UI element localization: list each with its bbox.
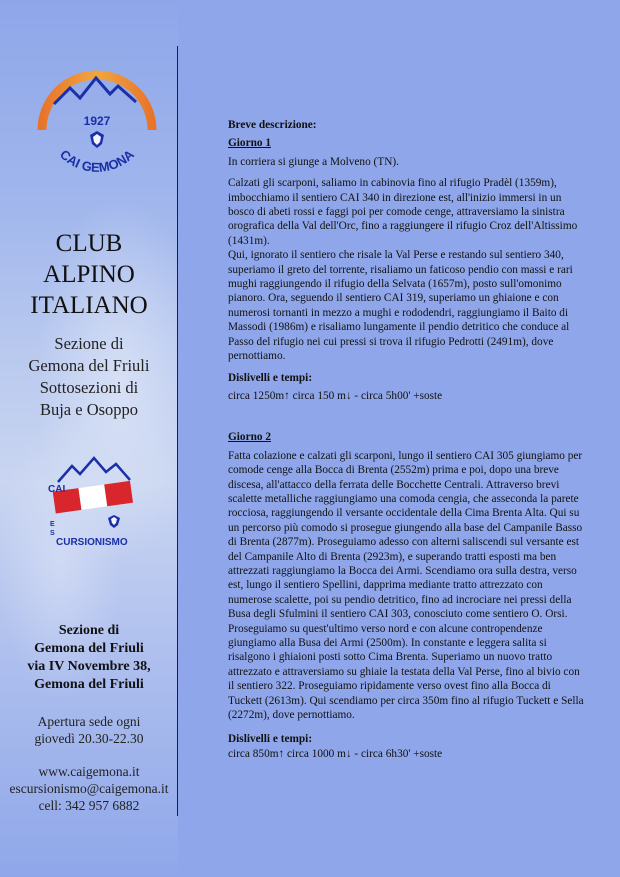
address-line: Gemona del Friuli bbox=[34, 641, 144, 656]
logo-year: 1927 bbox=[83, 114, 111, 128]
description-heading: Breve descrizione: bbox=[228, 119, 317, 131]
address-line: via IV Novembre 38, bbox=[27, 659, 151, 674]
hours-line: Apertura sede ogni bbox=[37, 714, 141, 729]
esc-logo-cai: CAI bbox=[48, 484, 66, 495]
day2-title: Giorno 2 bbox=[228, 431, 271, 444]
day2-stats: circa 850m↑ circa 1000 m↓ - circa 6h30' +soste bbox=[228, 747, 443, 760]
esc-logo-text: CURSIONISMO bbox=[56, 537, 128, 548]
club-title bbox=[0, 228, 178, 321]
section-line: Sottosezioni di bbox=[39, 378, 139, 397]
logo-name: CAI GEMONA bbox=[57, 146, 137, 172]
section-line: Gemona del Friuli bbox=[28, 356, 150, 375]
opening-hours bbox=[0, 713, 178, 747]
section-line: Sezione di bbox=[54, 334, 124, 353]
address bbox=[0, 622, 178, 694]
main-content bbox=[228, 118, 584, 768]
escursionismo-logo bbox=[44, 456, 140, 552]
contacts bbox=[0, 763, 178, 814]
day1-stats: circa 1250m↑ circa 150 m↓ - circa 5h00' +soste bbox=[228, 389, 443, 402]
section-description bbox=[0, 333, 178, 421]
email-link[interactable]: escursionismo@caigemona.it bbox=[9, 781, 169, 796]
sidebar bbox=[0, 0, 178, 877]
vertical-divider bbox=[177, 46, 178, 816]
esc-logo-s: S bbox=[50, 530, 55, 537]
address-line: Gemona del Friuli bbox=[34, 677, 144, 692]
day1-paragraph: Qui, ignorato il sentiero che risale la Val Perse e restando sul sentiero 340, superiamo il greto del torrente, risaliamo un faticoso pendio con massi e rari mughi raggiungendo il rifugio della Selvata (1657m), posto sull'omonimo pianoro. Ora, seguendo il sentiero CAI 319, superiamo un ghiaione e con numerosi tornanti in mezzo a mughi e rododendri, raggiungiamo il Baito di Massodi (1986m) e risaliamo lungamente il pendio detritico che conduce al Passo del rifugio nei cui pressi si trova il rifugio Pedrotti (2491m), dove pernottiamo. bbox=[228, 249, 573, 363]
club-title-line: ITALIANO bbox=[30, 292, 148, 319]
section-line: Buja e Osoppo bbox=[39, 400, 139, 419]
address-line: Sezione di bbox=[58, 623, 120, 638]
day1-stats-label: Dislivelli e tempi: bbox=[228, 371, 313, 384]
phone-number: cell: 342 957 6882 bbox=[38, 798, 140, 813]
cai-gemona-logo bbox=[26, 52, 166, 172]
day1-title: Giorno 1 bbox=[228, 137, 271, 150]
website-link[interactable]: www.caigemona.it bbox=[38, 764, 140, 779]
esc-logo-e: E bbox=[50, 521, 55, 528]
club-title-line: CLUB bbox=[55, 230, 123, 257]
day1-paragraph: In corriera si giunge a Molveno (TN). bbox=[228, 155, 399, 168]
hours-line: giovedì 20.30-22.30 bbox=[34, 731, 144, 746]
day2-paragraph: Fatta colazione e calzati gli scarponi, lungo il sentiero CAI 305 giungiamo per comode cenge alla Bocca di Brenta (2552m) prima e poi, dopo una breve discesa, all'attacco della ferrata delle Bocchette Centrali. Attraverso brevi scalette metalliche raggiungiamo una comoda cengia, che asseconda la parete rocciosa, raggiungendo il versante occidentale della Cima Brenta Alta. Qui su un percorso più comodo si prosegue giungendo alla base del Campanile Basso di Brenta (2877m). Proseguiamo adesso con alterni saliscendi sul versante est del Campanile Alto di Brenta (2923m), e superando tratti esposti ma ben attrezzati raggiungiamo la Bocca dei Armi. Scendiamo ora sulla destra, verso est, lungo il sentiero Spellini, dapprima mediante tratto attrezzato con numerose scalette, poi su pendio detritico, fino ad incrociare nei pressi della Busa degli Sfulmini il sentiero CAI 303, conosciuto come sentiero O. Orsi. Proseguiamo su quest'ultimo verso nord e con alcune contropendenze giungiamo alla Busa dei Armi (2500m). In constante e leggera salita si risalgono i ghiaioni posti sotto Cima Brenta. Superiamo un nuovo tratto attrezzato e attraversiamo su ghiaie la testata della Val Perse, fino al bivio con il sentiero 322. Proseguiamo ripidamente verso ovest fino alla Bocca di Tuckett (2613m). Qui scendiamo per circa 350m fino al rifugio Tuckett e Sella (2272m), dove pernottiamo. bbox=[228, 449, 584, 722]
day2-stats-label: Dislivelli e tempi: bbox=[228, 733, 313, 746]
day1-paragraph: Calzati gli scarponi, saliamo in cabinovia fino al rifugio Pradèl (1359m), imbocchiamo il sentiero CAI 340 in direzione est, all'inizio immersi in un bosco di abeti rossi e faggi poi per comode cenge, attraversiamo la sinistra orografica della Val dell'Orc, fino a raggiungere il rifugio Croz dell'Altissimo (1431m). bbox=[228, 177, 578, 247]
club-title-line: ALPINO bbox=[43, 261, 135, 288]
